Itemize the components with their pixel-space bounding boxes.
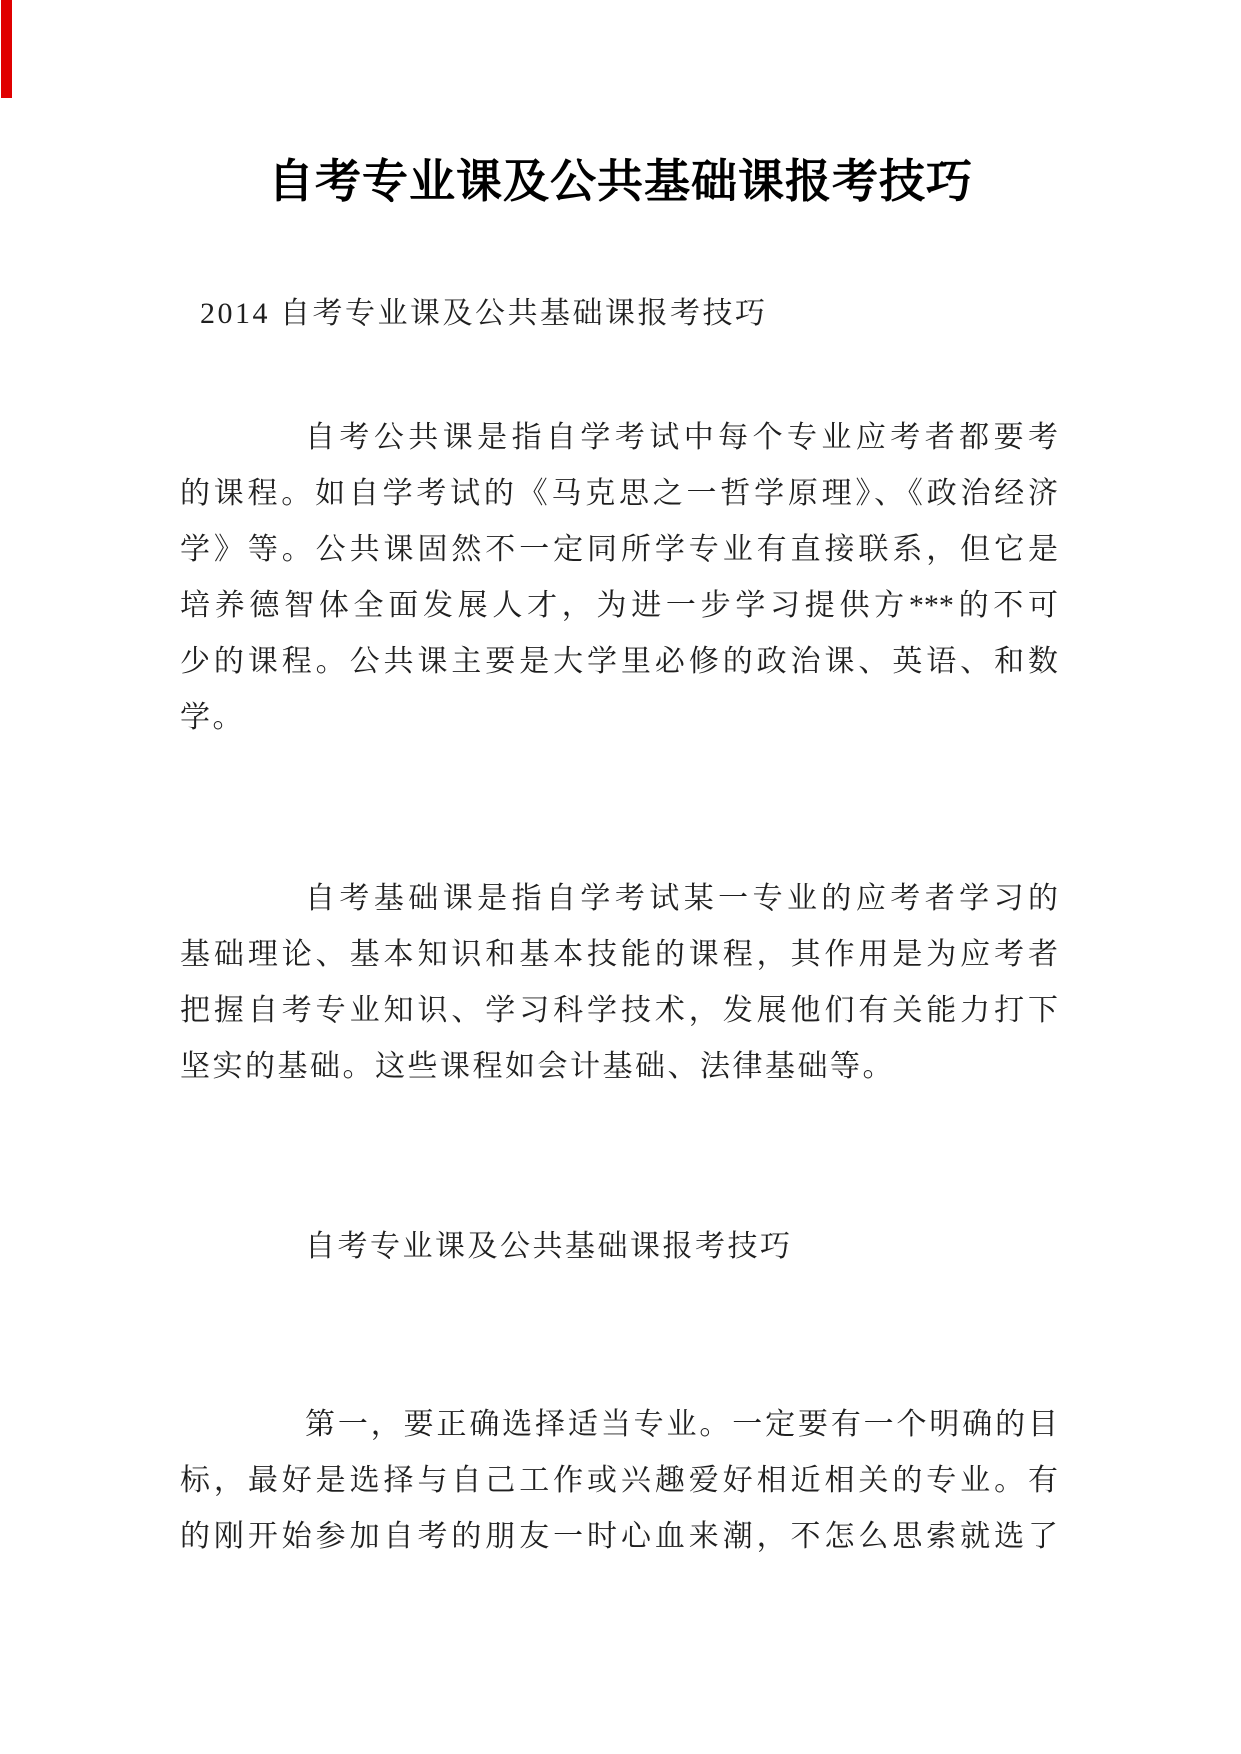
section-heading-block — [180, 1219, 1058, 1275]
paragraph-line: 的课程。如自学考试的《马克思之一哲学原理》、《政治经济 — [180, 477, 1058, 510]
paragraph-choose-major-tips — [180, 1397, 1058, 1565]
subtitle-block — [180, 286, 1058, 342]
paragraph-line: 的刚开始参加自考的朋友一时心血来潮，不怎么思索就选了 — [180, 1520, 1058, 1553]
paragraph-line: 自考基础课是指自学考试某一专业的应考者学习的 — [305, 882, 1058, 915]
paragraph-line: 自考公共课是指自学考试中每个专业应考者都要考 — [305, 421, 1058, 454]
paragraph-line: 学。 — [180, 701, 245, 734]
red-bookmark-bar — [1, 0, 12, 98]
paragraph-line: 学》等。公共课固然不一定同所学专业有直接联系，但它是 — [180, 533, 1058, 566]
paragraph-basic-courses — [180, 871, 1058, 1095]
paragraph-line: 第一，要正确选择适当专业。一定要有一个明确的目 — [305, 1408, 1058, 1441]
paragraph-line: 标，最好是选择与自己工作或兴趣爱好相近相关的专业。有 — [180, 1464, 1058, 1497]
document-title: 自考专业课及公共基础课报考技巧 — [268, 156, 973, 207]
paragraph-line: 把握自考专业知识、学习科学技术，发展他们有关能力打下 — [180, 994, 1058, 1027]
paragraph-line: 坚实的基础。这些课程如会计基础、法律基础等。 — [180, 1050, 895, 1083]
section-heading: 自考专业课及公共基础课报考技巧 — [305, 1230, 793, 1263]
subtitle-line: 2014 自考专业课及公共基础课报考技巧 — [200, 297, 768, 330]
paragraph-line: 培养德智体全面发展人才，为进一步学习提供方***的不可 — [180, 589, 1058, 622]
paragraph-line: 基础理论、基本知识和基本技能的课程，其作用是为应考者 — [180, 938, 1058, 971]
paragraph-line: 少的课程。公共课主要是大学里必修的政治课、英语、和数 — [180, 645, 1058, 678]
paragraph-public-courses — [180, 410, 1058, 746]
